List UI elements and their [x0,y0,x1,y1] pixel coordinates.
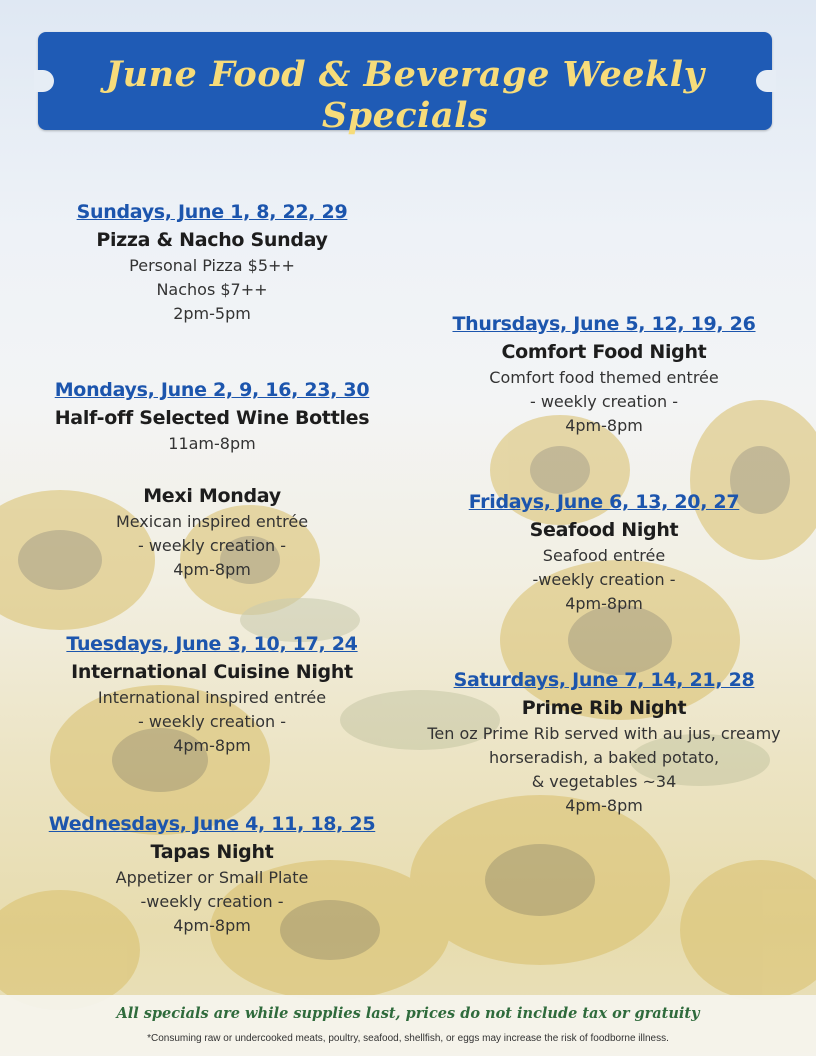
detail-line: 4pm-8pm [565,796,643,815]
special-name-saturday: Prime Rib Night [521,697,687,719]
date-saturday[interactable]: Saturdays, June 7, 14, 21, 28 [453,669,755,691]
special-tuesday [52,630,372,758]
date-thursday[interactable]: Thursdays, June 5, 12, 19, 26 [452,313,756,335]
special-sunday [62,198,362,326]
special-wednesday [42,810,382,938]
detail-line: - weekly creation - [137,712,287,731]
date-monday[interactable]: Mondays, June 2, 9, 16, 23, 30 [54,379,370,401]
detail-line: 11am-8pm [168,434,256,453]
special-name-sunday: Pizza & Nacho Sunday [96,229,328,251]
detail-line: Nachos $7++ [156,280,268,299]
detail-line: 4pm-8pm [173,560,251,579]
special-thursday [444,310,764,438]
special-name-tuesday: International Cuisine Night [71,661,353,683]
detail-line: Ten oz Prime Rib served with au jus, creamy [427,724,781,743]
date-wednesday[interactable]: Wednesdays, June 4, 11, 18, 25 [48,813,376,835]
special-name-mexi-monday: Mexi Monday [143,485,281,507]
detail-line: - weekly creation - [137,536,287,555]
detail-line: Personal Pizza $5++ [129,256,295,275]
date-sunday[interactable]: Sundays, June 1, 8, 22, 29 [76,201,348,223]
page-title: June Food & Beverage Weekly Specials [105,54,705,136]
detail-line: 4pm-8pm [173,736,251,755]
special-saturday [412,666,796,818]
special-name-friday: Seafood Night [529,519,679,541]
date-tuesday[interactable]: Tuesdays, June 3, 10, 17, 24 [66,633,358,655]
detail-line: Comfort food themed entrée [489,368,719,387]
detail-line: Mexican inspired entrée [115,512,309,531]
special-name-monday: Half-off Selected Wine Bottles [54,407,370,429]
detail-line: - weekly creation - [529,392,679,411]
title-banner [38,32,772,136]
special-monday-mexi [62,482,362,582]
footer-health-note: *Consuming raw or undercooked meats, poultry, seafood, shellfish, or eggs may increase the risk of foodborne illness. [147,1033,669,1044]
special-name-thursday: Comfort Food Night [501,341,707,363]
footer-disclaimer: All specials are while supplies last, prices do not include tax or gratuity [116,1005,700,1022]
detail-line: 4pm-8pm [173,916,251,935]
special-friday [454,488,754,616]
detail-line: Appetizer or Small Plate [115,868,309,887]
date-friday[interactable]: Fridays, June 6, 13, 20, 27 [468,491,740,513]
detail-line: 4pm-8pm [565,416,643,435]
detail-line: 2pm-5pm [173,304,251,323]
special-monday [42,376,382,456]
detail-line: -weekly creation - [140,892,284,911]
special-name-wednesday: Tapas Night [150,841,274,863]
detail-line: -weekly creation - [532,570,676,589]
detail-line: horseradish, a baked potato, [488,748,720,767]
detail-line: Seafood entrée [542,546,666,565]
detail-line: & vegetables ~34 [531,772,677,791]
detail-line: 4pm-8pm [565,594,643,613]
detail-line: International inspired entrée [97,688,327,707]
